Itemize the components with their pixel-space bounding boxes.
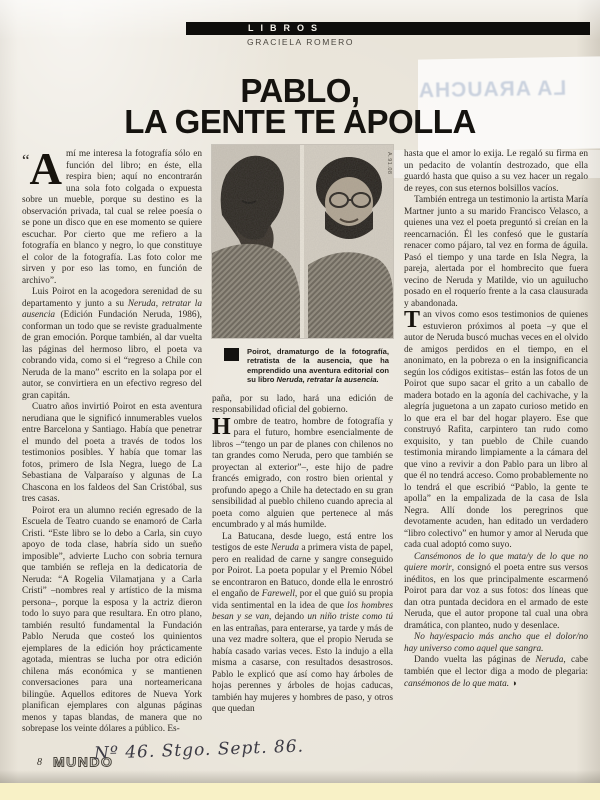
italic-text: Neruda xyxy=(271,543,299,554)
byline: GRACIELA ROMERO xyxy=(247,37,355,47)
italic-text: Neruda xyxy=(535,655,564,665)
italic-text: cansémonos de lo que mata. xyxy=(404,679,510,689)
paragraph-text: , consignó el poeta entre sus versos inéditos, en los que principalmente escarmenó Poirot para dar voz a sus fotos: dos líneas que dan otra puntada decidora en el armado de este Neruda, que el autor propone tal cual una obra dramática, con planteo, nudo y desenlace. xyxy=(404,563,588,631)
paragraph-text: mí me interesa la fotografía sólo en función del libro; en éste, ella respira bien; aquí no encontrarán una sola foto colgada o expuesta sobre un mueble, porque su destino es la observación privada, tal cual se relee poesía o se pone un disco que en ese momento se quiere escuchar. Por cierto que me refiero a la fotografía en blanco y negro, lo que constituye el color de la fotografía. Las foto color me sirven y por eso las tomo, en función de archivo”. xyxy=(22,149,202,286)
page-number: 8 xyxy=(37,757,42,768)
dropcap-letter: H xyxy=(212,413,231,440)
photo-caption xyxy=(247,347,389,385)
paragraph: Cuatro años invirtió Poirot en esta aventura nerudiana que le significó innumerables vuelos entre Barcelona y Santiago. Había que penetrar el mundo del poeta a través de todos los testimonios posibles. Y había que tomar las fotos, primero de Isla Negra, luego de La Sebastiana de Valparaíso y algunas de La Chascona en los faldeos del San Cristóbal, sus tres casas. xyxy=(22,402,202,504)
page-title xyxy=(0,72,600,140)
book-title-italic: Neruda, retratar la ausencia xyxy=(22,298,202,320)
paragraph: paña, por su lado, hará una edición de responsabilidad oficial del gobierno. xyxy=(212,393,393,416)
verse-paragraph: No hay/espacio más ancho que el dolor/no hay universo como aquel que sangra. xyxy=(404,632,588,654)
article-column-1 xyxy=(22,149,202,752)
caption-row xyxy=(212,347,393,385)
page-edge-shadow xyxy=(0,770,600,783)
caption-square-icon xyxy=(224,348,239,361)
paragraph-text: ombre de teatro, hombre de fotografía y para el futuro, hombre esencialmente de libros –“tengo un par de planes con chilenos no tan grandes como Neruda, pero que también se proyectan al exterior”–, este hijo de padre francés emigrado, con rostro bien oriental y profundo apego a Chile ha detectado en su gran sensibilidad al pueblo chileno cuando aprecia al poeta como alguien que pertenece al más encumbrado y al más humilde. xyxy=(212,416,393,531)
paragraph-text: , dejando xyxy=(268,612,308,623)
paragraph xyxy=(212,532,393,716)
paragraph-text: Luis Poirot en la acogedora serenidad de su departamento y junto a su xyxy=(22,287,202,309)
italic-text: un niño triste como tú xyxy=(307,612,393,623)
article-column-3 xyxy=(404,149,588,762)
italic-text: los hombres besan y se van xyxy=(212,600,393,623)
verse-italic: Cansémonos de lo que mata/y de lo que no quiere morir xyxy=(404,551,588,573)
paragraph xyxy=(22,149,202,287)
handwritten-note: Nº 46. Stgo. Sept. 86. xyxy=(93,736,305,764)
paragraph xyxy=(22,287,202,402)
section-bar xyxy=(186,22,590,35)
dropcap-wrap xyxy=(22,149,63,194)
paragraph: hasta que el amor lo exija. Le regaló su firma en un pedacito de volantín destrozado, que ella guardó hasta que quiso a su vez hacer un regalo de reyes, con sus eternos bolsillos vacíos. xyxy=(404,149,588,194)
poirot-photo xyxy=(212,145,393,338)
paragraph xyxy=(404,552,588,633)
paragraph-text: an vivos como esos testimonios de quienes estuvieron próximos al poeta –y que el autor de Neruda buscó muchas veces en el olvido de amigos perdidos en el tiempo, en el anonimato, en la pobreza o en la insignificancia según los códigos exitistas– están las fotos de un Poirot que supo sacar el grito a un caballo de madera botado en la agonía del cachivache, y la alegría juguetona a un zapato curioso metido en lo que era el bar del hogar playero. Ese que construyó Rafita, carpintero tan rudo como exquisito, y tan pueblo de Chile cuando testimonia mirando limpiamente a la cámara del que vino a revivir a don Pablo para un libro al que él no tendrá acceso. Como probablemente no lo tendrá el que escribió “Pablo, la gente te apolla” en la empalizada de la casa de Isla Negra. Allí donde los peregrinos que devotamente acuden, han editado un verdadero “libro colectivo” en humor y amor al Neruda que cada cual adoptó como suyo. xyxy=(404,310,588,550)
paragraph: Poirot era un alumno recién egresado de la Escuela de Teatro cuando se enamoró de Carla Cristi. “Este libro se lo debo a Carla, sin cuyo apoyo de toda clase, habría sido un sueño imposible”, advierte Lucho con sobria ternura que también se refleja en la dedicatoria de Neruda: “A Rogelia Vilamatjana y a Carla Cristi” –nombres real y artístico de la misma persona–, porque la esposa y la actriz dieron todo lo suyo para que resultara. En otro plano, también resultó fundamental la Fundación Pablo Neruda que costeó los quinientos ejemplares de la edición hoy prácticamente agotada, mientras se lucha por otra edición chilena más económica y se mantienen conversaciones para una norteamericana bilingüe. Aquellos editores de Nueva York planifican ejemplares con algunas páginas menos y tapas blandas, de manera que no sobrepase los veinte dólares a público. Es- xyxy=(22,505,202,734)
paragraph xyxy=(404,307,588,552)
caption-text: Poirot, dramaturgo de la fotografía, retratista de la ausencia, que ha emprendido una aventura editorial con su libro xyxy=(247,347,389,385)
paragraph-text: a primera vista de papel, pero en realidad de carne y sangre conseguido por Poirot. La poeta popular y el Premio Nóbel se encontraron en Batuco, donde ella le enrostró el engaño de xyxy=(212,543,393,600)
photo-illustration xyxy=(212,145,393,338)
title-line-1: PABLO, xyxy=(240,72,360,109)
paragraph-text: , por el que guió su propia vida sentimental en la idea de que xyxy=(212,589,393,611)
column-2-text xyxy=(212,394,393,746)
photo-credit: A.91.08 xyxy=(386,152,392,175)
section-label: LIBROS xyxy=(248,23,325,33)
dropcap-letter: A xyxy=(29,149,63,194)
ghost-showthrough-text: LA ARAUCHA xyxy=(417,76,567,103)
magazine-logo: MUNDO xyxy=(53,754,114,770)
scanner-bottom-strip xyxy=(0,783,600,800)
article-column-2 xyxy=(212,145,393,746)
dropcap-letter: T xyxy=(404,307,421,333)
caption-book-title: Neruda, retratar la ausencia. xyxy=(276,375,379,385)
paragraph: También entrega un testimonio la artista María Martner junto a su marido Francisco Velasco, a quienes una vez el poeta preguntó si creían en la reencarnación. Él les confesó que le gustaría renacer como pájaro, tal vez en forma de águila. Pasó el tiempo y una tarde en Isla Negra, la pareja, alertada por el hombrecito que fuera vecino de Neruda y Matilde, vio un aguilucho posado en el roquerío frente a la casa clausurada y abandonada. xyxy=(404,195,588,309)
end-mark-icon: ◑ xyxy=(509,678,517,688)
paragraph xyxy=(212,413,393,532)
open-quote: “ xyxy=(22,151,30,170)
title-line-2: LA GENTE TE APOLLA xyxy=(124,103,476,140)
paragraph-text: Dando vuelta las páginas de xyxy=(414,655,536,665)
paragraph-text: (Edición Fundación Neruda, 1986), conforman un todo que se reviste gradualmente de gran emoción. Porque también, al dar vuelta las páginas del hermoso libro, el poeta va cobrando vida, como si el “regreso a Chile con Neruda de la mano” escrito en la solapa por el autor, se convirtiera en un efectivo regreso del gran capitán. xyxy=(22,310,202,401)
paragraph xyxy=(404,655,588,691)
italic-text: Farewell xyxy=(261,589,295,600)
paragraph-text: en las entrañas, para enterarse, ya tarde y más de una vez madre soltera, que el propio Neruda se había casado varias veces. Esto la indujo a ella misma a casarse, con resultados desastrosos. Pablo le explicó que así como hay árboles de hojas perennes y árboles de hojas caducas, también hay mujeres y hombres de paso, y otros que quedan xyxy=(212,623,393,715)
paragraph-text: , cabe también que el lector diga a modo de plegaria: xyxy=(404,655,588,677)
paragraph-text: La Batucana, desde luego, está entre los testigos de este xyxy=(212,531,393,554)
